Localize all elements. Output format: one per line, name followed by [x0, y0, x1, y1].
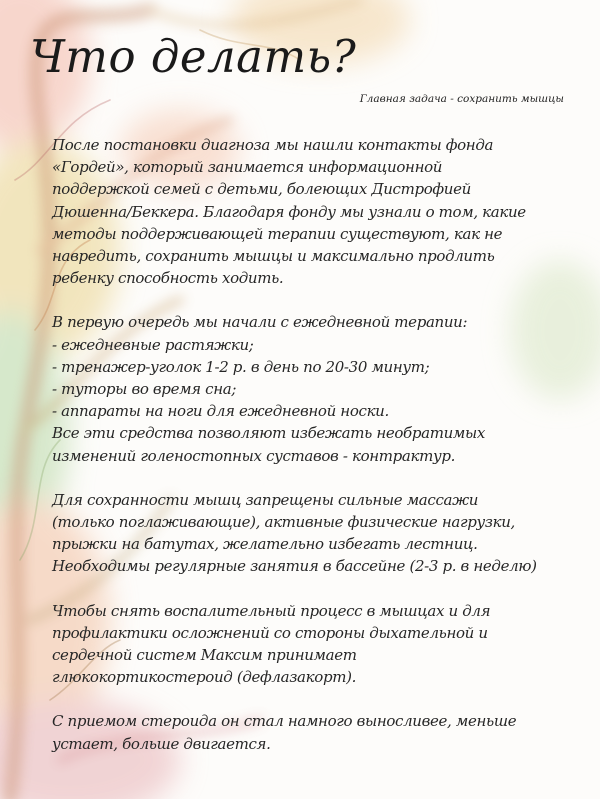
text-line: Для сохранности мышц запрещены сильные массажи: [52, 490, 479, 509]
text-line: методы поддерживающей терапии существуют, как не: [52, 224, 503, 243]
paragraph-medication: [52, 600, 576, 689]
paragraph-diagnosis: [52, 134, 576, 289]
list-item: - аппараты на ноги для ежедневной носки.: [52, 402, 389, 421]
text-line: ребенку способность ходить.: [52, 269, 284, 288]
page-title: Что делать?: [30, 30, 357, 83]
paragraph-therapy-list: [52, 311, 576, 466]
text-line: «Гордей», который занимается информационной: [52, 158, 443, 177]
text-line: (только поглаживающие), активные физические нагрузки,: [52, 513, 515, 532]
paragraph-restrictions: [52, 489, 576, 578]
text-line: В первую очередь мы начали с ежедневной терапии:: [52, 313, 468, 332]
list-item: - ежедневные растяжки;: [52, 335, 254, 354]
text-line: Чтобы снять воспалительный процесс в мышцах и для: [52, 601, 491, 620]
page-subtitle: Главная задача - сохранить мышцы: [359, 93, 564, 105]
text-line: глюкокортикостероид (дефлазакорт).: [52, 668, 356, 687]
text-line: После постановки диагноза мы нашли контакты фонда: [52, 136, 494, 154]
list-item: - туторы во время сна;: [52, 380, 237, 399]
text-line: поддержкой семей с детьми, болеющих Дистрофией: [52, 180, 471, 199]
article-body: [52, 134, 576, 777]
text-line: С приемом стероида он стал намного выносливее, меньше: [52, 712, 517, 731]
text-line: Необходимы регулярные занятия в бассейне (2-3 р. в неделю): [52, 557, 537, 576]
text-line: навредить, сохранить мышцы и максимально продлить: [52, 247, 495, 266]
paragraph-result: [52, 710, 576, 754]
text-line: прыжки на батутах, желательно избегать лестниц.: [52, 535, 478, 554]
text-line: Все эти средства позволяют избежать необратимых: [52, 424, 485, 443]
text-line: сердечной систем Максим принимает: [52, 646, 357, 665]
text-line: изменений голеностопных суставов - контрактур.: [52, 446, 456, 465]
text-line: профилактики осложнений со стороны дыхательной и: [52, 623, 488, 642]
text-line: устает, больше двигается.: [52, 734, 271, 753]
list-item: - тренажер-уголок 1-2 р. в день по 20-30 минут;: [52, 357, 430, 376]
text-line: Дюшенна/Беккера. Благодаря фонду мы узнали о том, какие: [52, 202, 526, 221]
